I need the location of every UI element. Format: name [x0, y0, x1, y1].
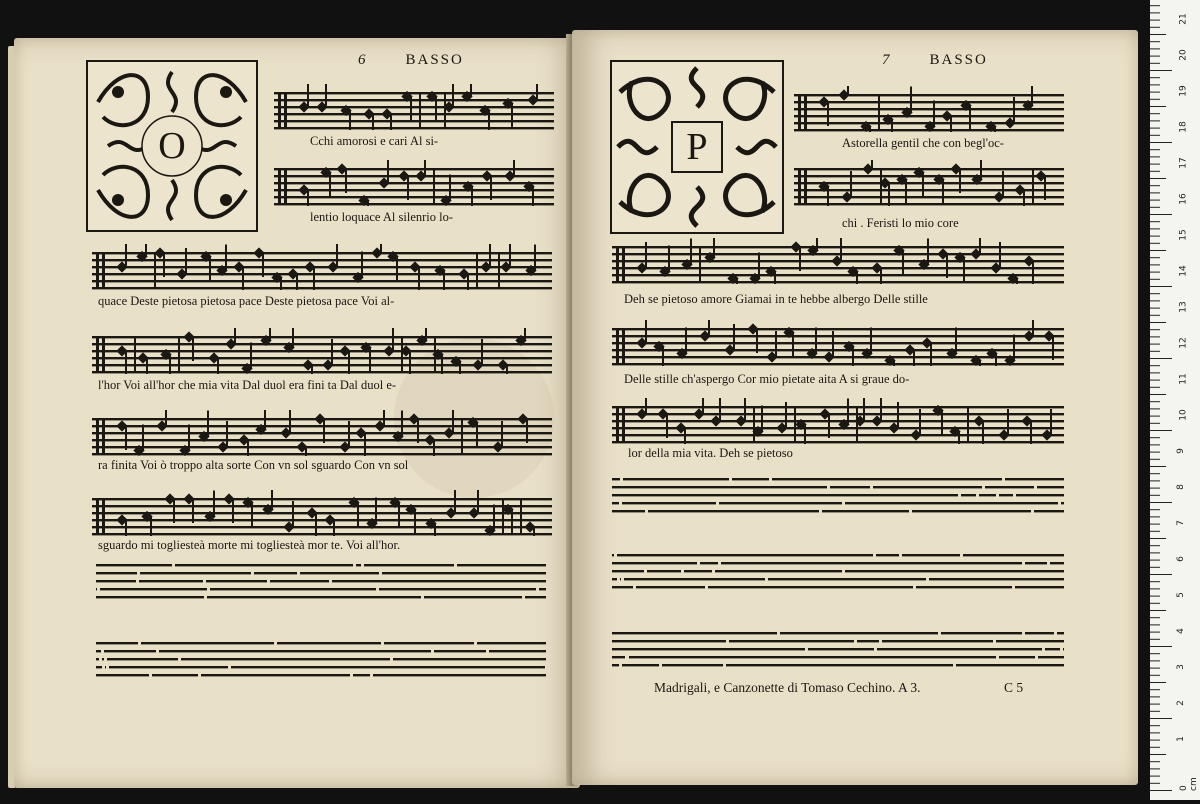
staff-4-right [612, 320, 1064, 366]
right-part-name: BASSO [929, 52, 988, 68]
lyric-line-2-left: lentio loquace Al silenrio lo- [310, 210, 454, 224]
right-page [572, 30, 1138, 785]
lyric-line-4-right: Delle stille ch'aspergo Cor mio pietate aita A si graue do- [624, 372, 910, 386]
empty-staff-1-left [96, 558, 546, 604]
lyric-line-3-left: quace Deste pietosa pietosa pace Deste pietosa pace Voi al- [98, 294, 395, 308]
ruler-number: 20 [1178, 49, 1189, 61]
ruler-unit-label: 0 cm [1179, 777, 1199, 791]
lyric-line-5-right: lor della mia vita. Deh se pietoso [628, 446, 793, 460]
ruler-number: 21 [1178, 13, 1189, 25]
ruler-number: 4 [1175, 628, 1186, 634]
scale-ruler [1150, 0, 1200, 800]
decorated-initial-p [610, 60, 784, 234]
staff-1-left [274, 84, 554, 130]
staff-3-right [612, 238, 1064, 284]
ruler-number: 16 [1178, 193, 1189, 205]
staff-1-right [794, 86, 1064, 132]
ruler-number: 13 [1178, 301, 1189, 313]
initial-letter-p: P [686, 126, 708, 168]
ruler-number: 14 [1178, 265, 1189, 277]
right-running-head [882, 52, 988, 69]
staff-3-left [92, 244, 552, 290]
left-page [14, 38, 580, 788]
ruler-number: 11 [1178, 373, 1189, 385]
right-page-number: 7 [882, 52, 890, 68]
ruler-number: 3 [1175, 664, 1186, 670]
ruler-ticks [1150, 0, 1200, 800]
lyric-line-6-left: sguardo mi togliesteà morte mi togliesteà mor te. Voi all'hor. [98, 538, 401, 552]
signature-mark: C 5 [1004, 680, 1024, 695]
ruler-number: 15 [1178, 229, 1189, 241]
staff-2-right [794, 160, 1064, 206]
lyric-line-5-left: ra finita Voi ò troppo alta sorte Con vn sol sguardo Con vn sol [98, 458, 409, 472]
ruler-number: 8 [1175, 484, 1186, 490]
left-part-name: BASSO [405, 52, 464, 68]
initial-letter-o: O [158, 125, 186, 167]
ruler-number: 17 [1178, 157, 1189, 169]
staff-2-left [274, 160, 554, 206]
staff-5-right [612, 398, 1064, 444]
ruler-number: 12 [1178, 337, 1189, 349]
left-page-number: 6 [358, 52, 366, 68]
colophon-title: Madrigali, e Canzonette di Tomaso Cechino. A 3. [654, 680, 921, 695]
ruler-number: 7 [1175, 520, 1186, 526]
empty-staff-3-right [612, 626, 1064, 672]
staff-6-left [92, 490, 552, 536]
lyric-line-2-right: chi . Feristi lo mio core [842, 216, 959, 230]
left-running-head [358, 52, 464, 69]
lyric-line-4-left: l'hor Voi all'hor che mia vita Dal duol era fini ta Dal duol e- [98, 378, 397, 392]
staff-4-left [92, 328, 552, 374]
ruler-number: 6 [1175, 556, 1186, 562]
decorated-initial-o [86, 60, 258, 232]
ruler-number: 19 [1178, 85, 1189, 97]
ruler-number: 18 [1178, 121, 1189, 133]
lyric-line-1-right: Astorella gentil che con begl'oc- [842, 136, 1004, 150]
lyric-line-1-left: Cchi amorosi e cari Al si- [310, 134, 439, 148]
ruler-number: 10 [1178, 409, 1189, 421]
empty-staff-2-right [612, 548, 1064, 594]
staff-5-left [92, 410, 552, 456]
ruler-number: 1 [1175, 736, 1186, 742]
ruler-number: 9 [1175, 448, 1186, 454]
empty-staff-1-right [612, 472, 1064, 518]
empty-staff-2-left [96, 636, 546, 682]
ruler-number: 5 [1175, 592, 1186, 598]
ruler-number: 2 [1175, 700, 1186, 706]
lyric-line-3-right: Deh se pietoso amore Giamai in te hebbe albergo Delle stille [624, 292, 928, 306]
